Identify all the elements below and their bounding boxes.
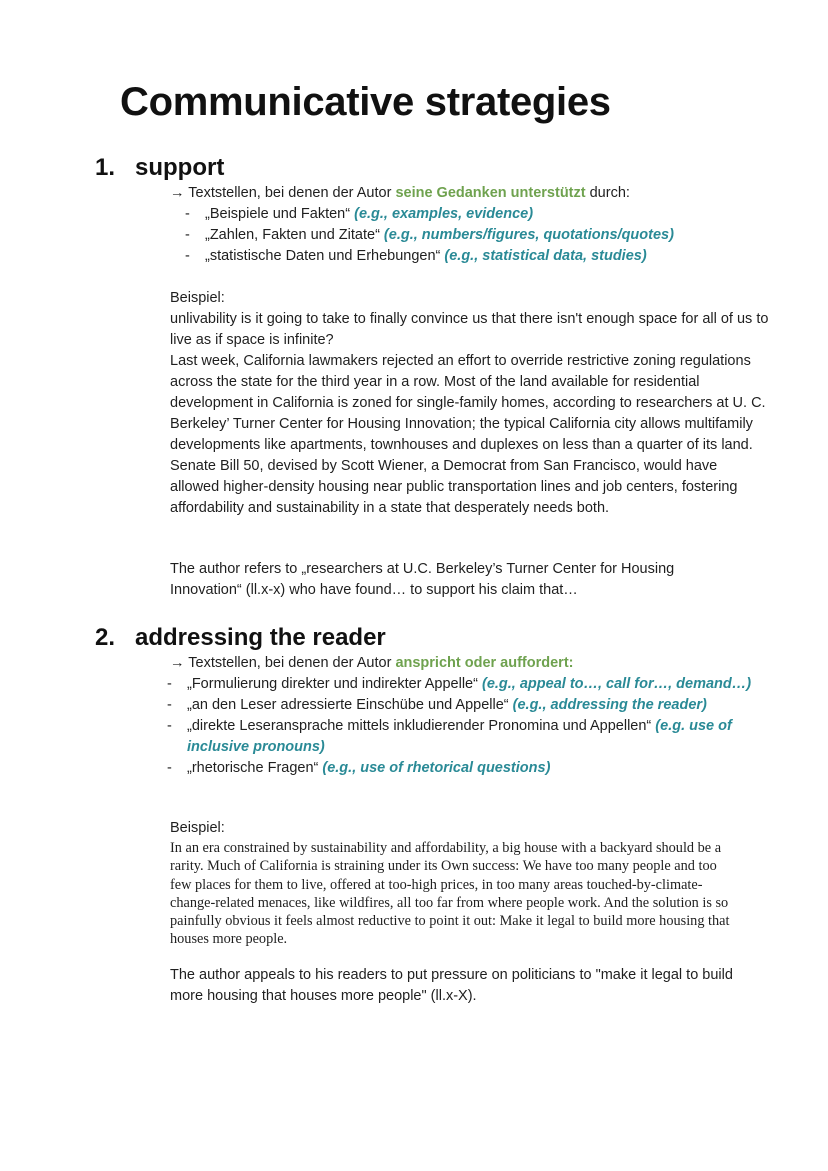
section-1-heading <box>95 154 224 182</box>
section-2-intro <box>170 653 573 674</box>
section-1-number: 1. <box>95 154 116 181</box>
list-item: - „statistische Daten und Erhebungen“ (e.g., statistical data, studies) <box>185 248 647 264</box>
list-item: - „Formulierung direkter und indirekter Appelle“ (e.g., appeal to…, call for…, demand…) <box>167 676 752 692</box>
list-item: - „Zahlen, Fakten und Zitate“ (e.g., numbers/figures, quotations/quotes) <box>185 227 674 243</box>
example-text: In an era constrained by sustainability and affordability, a big house with a backyard should be a rarity. Much of California is straining under its Own success: We have too many people and too few places for them to live, offered at too-high prices, in too many areas touched-by-climate-change-related menaces, like wildfires, all too far from where people work. And the solution is so painfully obvious it feels almost reductive to point it out: Make it legal to build more housing that houses more people. <box>170 840 730 948</box>
intro-highlight: anspricht oder auffordert: <box>395 655 574 671</box>
section-1-intro <box>170 183 630 204</box>
list-item: - „rhetorische Fragen“ (e.g., use of rhetorical questions) <box>167 760 551 776</box>
section-2-title: addressing the reader <box>135 624 386 651</box>
section-1-list <box>185 204 785 267</box>
intro-prefix: → Textstellen, bei denen der Autor <box>170 655 396 671</box>
intro-prefix: → Textstellen, bei denen der Autor <box>170 185 396 201</box>
section-1-analysis <box>170 559 730 601</box>
list-item: - „Beispiele und Fakten“ (e.g., examples, evidence) <box>185 206 534 222</box>
analysis-text: The author refers to „researchers at U.C. Berkeley’s Turner Center for Housing Innovation“ (ll.x-x) who have found… to support his claim that… <box>170 561 675 598</box>
section-2-example-label <box>170 818 770 839</box>
list-item: - „an den Leser adressierte Einschübe und Appelle“ (e.g., addressing the reader) <box>167 697 707 713</box>
page-title: Communicative strategies <box>120 80 611 124</box>
list-item: - „direkte Leseransprache mittels inkludierender Pronomina und Appellen“ (e.g. use of inclusive pronouns) <box>167 718 732 755</box>
example-text: unlivability is it going to take to finally convince us that there isn't enough space for all of us to live as if space is infinite? Last week, California lawmakers rejected an effort to override restrictive zoning regulations across the state for the third year in a row. Most of the land available for residential development in California is zoned for single-family homes, according to researchers at U. C. Berkeley’ Turner Center for Housing Innovation; the typical California city allows multifamily developments like apartments, townhouses and duplexes on less than a quarter of its land. Senate Bill 50, devised by Scott Wiener, a Democrat from San Francisco, would have allowed higher-density housing near public transportation lines and job centers, fostering affordability and sustainability in a state that desperately needs both. <box>170 311 769 516</box>
section-1-example <box>170 288 770 519</box>
intro-highlight: seine Gedanken unterstützt <box>395 185 586 201</box>
section-2-analysis <box>170 965 760 1007</box>
example-label: Beispiel: <box>170 820 225 836</box>
analysis-text: The author appeals to his readers to put pressure on politicians to "make it legal to build more housing that houses more people" (ll.x-X). <box>170 967 733 1004</box>
section-2-example <box>170 839 740 949</box>
section-1-title: support <box>135 154 225 181</box>
section-2-list <box>167 674 767 779</box>
section-2-heading <box>95 624 386 652</box>
example-label: Beispiel: <box>170 290 225 306</box>
section-2-number: 2. <box>95 624 116 651</box>
intro-suffix: durch: <box>585 185 630 201</box>
